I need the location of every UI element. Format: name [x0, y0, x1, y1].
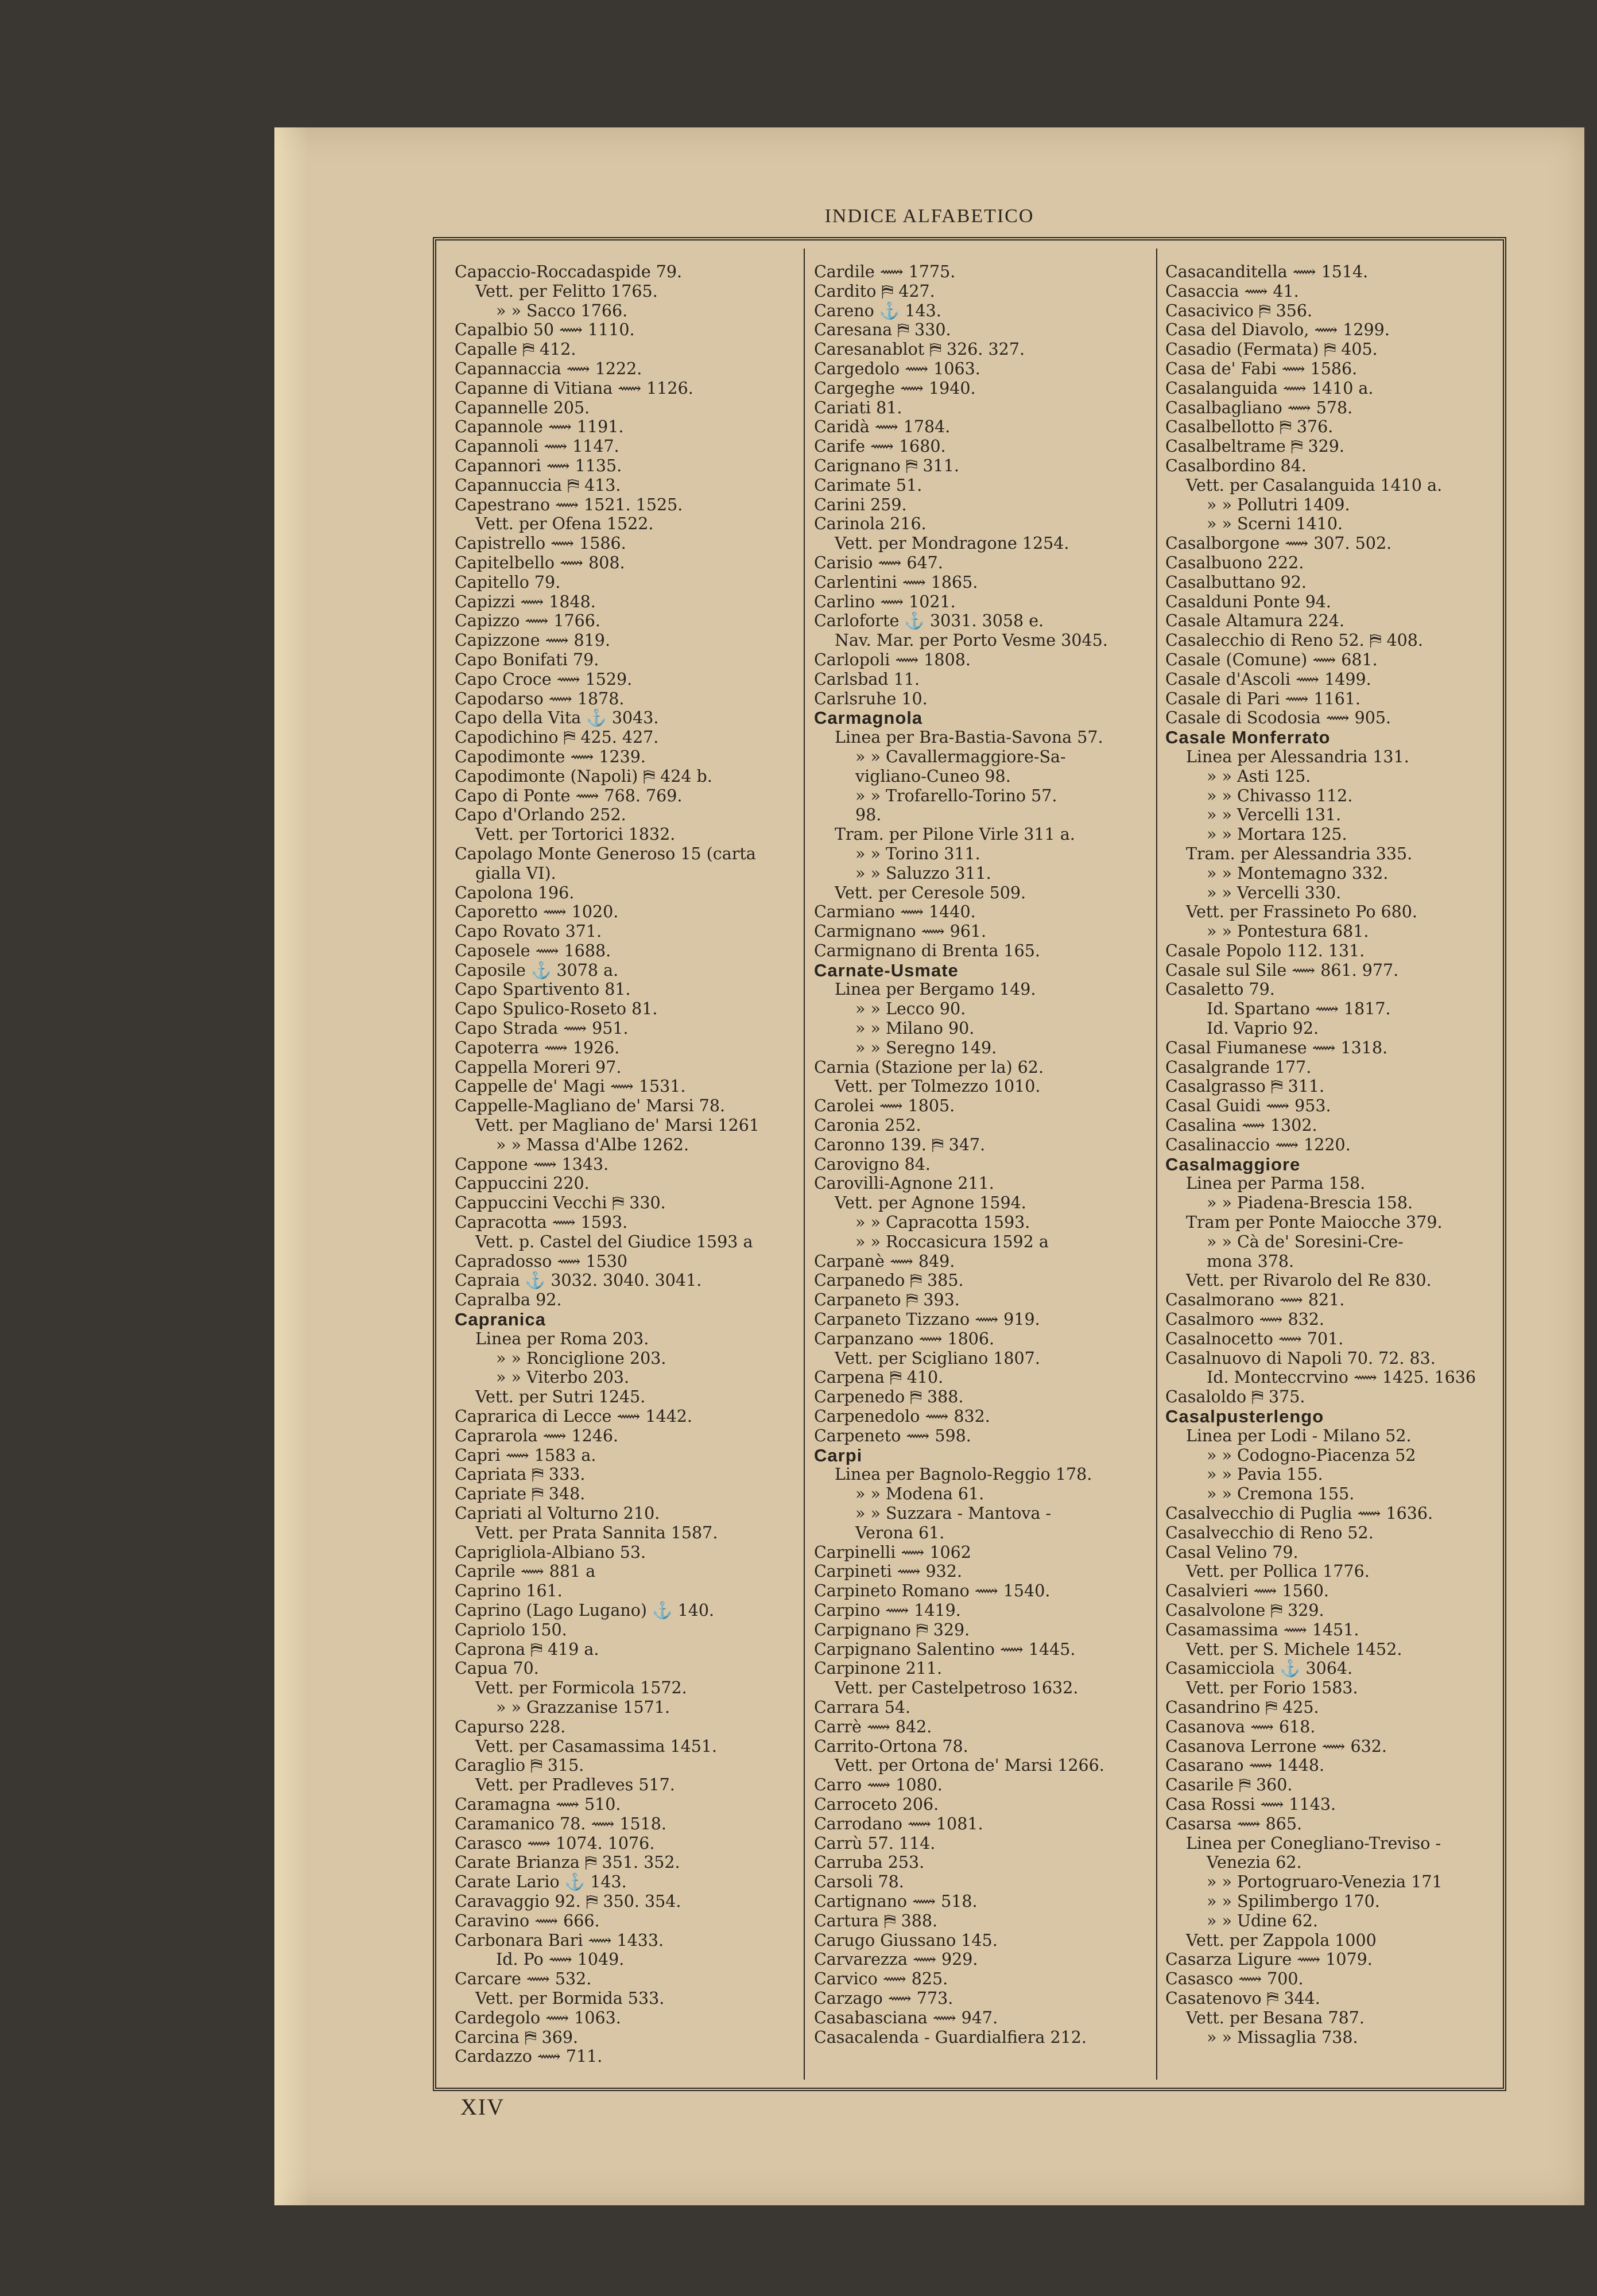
index-entry: Carate Brianza ⛿ 351. 352.	[455, 1853, 680, 1872]
index-entry: Id. Po ⟿ 1049.	[496, 1950, 625, 1969]
index-entry: Carpenedo ⛿ 388.	[814, 1387, 964, 1407]
index-entry: Vett. per Prata Sannita 1587.	[475, 1523, 718, 1542]
index-entry: Casalmoro ⟿ 832.	[1165, 1310, 1324, 1329]
index-entry: Capannuccia ⛿ 413.	[455, 475, 621, 495]
index-entry: » » Ronciglione 203.	[496, 1348, 666, 1368]
index-entry: Cargedolo ⟿ 1063.	[814, 359, 980, 378]
index-entry: Capizzi ⟿ 1848.	[455, 592, 596, 611]
index-column-2	[814, 262, 1153, 2047]
index-entry: Capo della Vita ⚓ 3043.	[455, 708, 659, 728]
index-entry: Capo Croce ⟿ 1529.	[455, 669, 633, 689]
index-entry: » » Trofarello-Torino 57.	[855, 786, 1057, 805]
index-entry: Vett. per Felitto 1765.	[475, 281, 658, 301]
index-entry: » » Sacco 1766.	[496, 301, 628, 320]
index-entry: Vett. per Pollica 1776.	[1186, 1562, 1370, 1581]
index-entry: Carpineto Romano ⟿ 1540.	[814, 1581, 1051, 1601]
index-entry: Cappone ⟿ 1343.	[455, 1154, 609, 1174]
index-entry: Carloforte ⚓ 3031. 3058 e.	[814, 611, 1044, 631]
index-entry: Capo Rovato 371.	[455, 922, 602, 941]
index-entry: Carpinelli ⟿ 1062	[814, 1542, 971, 1562]
index-entry: Carini 259.	[814, 495, 907, 514]
index-entry: Carrù 57. 114.	[814, 1833, 936, 1853]
index-entry: Vett. per Magliano de' Marsi 1261	[475, 1116, 759, 1135]
index-entry: Tram per Ponte Maiocche 379.	[1186, 1213, 1443, 1232]
index-entry: Casa Rossi ⟿ 1143.	[1165, 1794, 1336, 1814]
index-entry: » » Grazzanise 1571.	[496, 1697, 670, 1717]
index-entry: Caravaggio 92. ⛿ 350. 354.	[455, 1891, 681, 1911]
index-entry: Capodimonte (Napoli) ⛿ 424 b.	[455, 766, 712, 786]
index-entry: Casa de' Fabi ⟿ 1586.	[1165, 359, 1358, 378]
index-entry: Careno ⚓ 143.	[814, 301, 941, 320]
index-entry: » » Missaglia 738.	[1207, 2027, 1358, 2047]
index-entry: Capanne di Vitiana ⟿ 1126.	[455, 378, 693, 398]
index-entry: Linea per Alessandria 131.	[1186, 747, 1409, 766]
index-entry: Cardazzo ⟿ 711.	[455, 2047, 603, 2066]
index-entry: Casalbagliano ⟿ 578.	[1165, 398, 1353, 417]
index-entry: Capolago Monte Generoso 15 (carta	[455, 844, 756, 863]
index-entry: Casalmorano ⟿ 821.	[1165, 1290, 1345, 1310]
index-entry: Linea per Conegliano-Treviso -	[1186, 1833, 1441, 1853]
index-entry: Id. Spartano ⟿ 1817.	[1207, 999, 1391, 1019]
index-entry: mona 378.	[1207, 1251, 1294, 1271]
index-entry: Carbonara Bari ⟿ 1433.	[455, 1930, 664, 1950]
index-entry: Vett. per Besana 787.	[1186, 2008, 1365, 2027]
index-entry: Carate Lario ⚓ 143.	[455, 1872, 627, 1892]
index-entry: Capitello 79.	[455, 572, 561, 592]
index-entry: Casaccia ⟿ 41.	[1165, 281, 1299, 301]
index-entry: Carlsbad 11.	[814, 669, 920, 689]
index-entry: Carisio ⟿ 647.	[814, 553, 943, 572]
index-entry: Linea per Roma 203.	[475, 1329, 649, 1348]
index-entry: Cariati 81.	[814, 398, 902, 417]
index-entry: Capradosso ⟿ 1530	[455, 1251, 627, 1271]
index-entry: Capannelle 205.	[455, 398, 590, 417]
index-entry: Carpaneto ⛿ 393.	[814, 1290, 960, 1310]
index-entry: Vett. per Bormida 533.	[475, 1988, 665, 2008]
index-entry: Vett. per Forio 1583.	[1186, 1678, 1358, 1698]
index-entry: Vett. per Casamassima 1451.	[475, 1736, 718, 1756]
index-entry: Casalgrasso ⛿ 311.	[1165, 1077, 1325, 1096]
index-entry: Cappella Moreri 97.	[455, 1057, 622, 1077]
index-entry: » » Vercelli 330.	[1207, 883, 1342, 902]
index-entry: Casaletto 79.	[1165, 980, 1275, 999]
index-entry: Capriata ⛿ 333.	[455, 1465, 586, 1484]
index-entry: Carrodano ⟿ 1081.	[814, 1814, 983, 1833]
index-entry: Caposile ⚓ 3078 a.	[455, 960, 619, 980]
index-entry: Capriolo 150.	[455, 1620, 567, 1639]
index-entry: Vett. p. Castel del Giudice 1593 a	[475, 1232, 753, 1251]
index-entry: Vett. per Ofena 1522.	[475, 514, 654, 534]
index-entry: Venezia 62.	[1207, 1853, 1302, 1872]
index-entry: Vett. per Formicola 1572.	[475, 1678, 687, 1698]
index-entry: Capoterra ⟿ 1926.	[455, 1038, 620, 1057]
index-entry: Caprino 161.	[455, 1581, 563, 1601]
index-entry: Casalgrande 177.	[1165, 1057, 1312, 1077]
index-entry: » » Cremona 155.	[1207, 1484, 1355, 1504]
index-entry: Nav. Mar. per Porto Vesme 3045.	[835, 631, 1108, 650]
index-entry: Casalpusterlengo	[1165, 1407, 1324, 1426]
index-entry: Capo Bonifati 79.	[455, 650, 599, 669]
index-entry: Carife ⟿ 1680.	[814, 437, 946, 456]
index-entry: » » Pavia 155.	[1207, 1465, 1323, 1484]
index-entry: Cartignano ⟿ 518.	[814, 1891, 978, 1911]
index-entry: Cartura ⛿ 388.	[814, 1911, 938, 1930]
index-entry: Casanova Lerrone ⟿ 632.	[1165, 1736, 1387, 1756]
index-entry: Capo Spartivento 81.	[455, 980, 631, 999]
index-entry: » » Vercelli 131.	[1207, 805, 1342, 825]
index-entry: Carpena ⛿ 410.	[814, 1368, 944, 1387]
index-entry: Capua 70.	[455, 1659, 539, 1678]
column-rule	[804, 249, 805, 2080]
index-entry: Carrito-Ortona 78.	[814, 1736, 968, 1756]
index-entry: Casanova ⟿ 618.	[1165, 1717, 1316, 1736]
index-entry: Carpignano Salentino ⟿ 1445.	[814, 1639, 1076, 1659]
index-entry: » » Capracotta 1593.	[855, 1213, 1030, 1232]
index-entry: Carlino ⟿ 1021.	[814, 592, 956, 611]
index-entry: » » Roccasicura 1592 a	[855, 1232, 1049, 1251]
index-entry: Carpeneto ⟿ 598.	[814, 1426, 971, 1445]
index-entry: Id. Vaprio 92.	[1207, 1019, 1319, 1038]
index-entry: Capriati al Volturno 210.	[455, 1504, 660, 1523]
index-entry: Cardile ⟿ 1775.	[814, 262, 956, 281]
index-entry: » » Portogruaro-Venezia 171	[1207, 1872, 1443, 1892]
index-entry: Carovigno 84.	[814, 1154, 931, 1174]
index-entry: Casarsa ⟿ 865.	[1165, 1814, 1303, 1833]
index-entry: gialla VI).	[475, 863, 556, 883]
index-entry: Vett. per S. Michele 1452.	[1186, 1639, 1402, 1659]
index-entry: Casalmaggiore	[1165, 1154, 1301, 1174]
index-entry: Cappuccini 220.	[455, 1174, 590, 1193]
index-entry: Carpenedolo ⟿ 832.	[814, 1407, 990, 1426]
index-entry: Capizzone ⟿ 819.	[455, 631, 611, 650]
index-entry: Casale Altamura 224.	[1165, 611, 1345, 631]
index-entry: » » Milano 90.	[855, 1019, 975, 1038]
index-entry: Vett. per Mondragone 1254.	[835, 534, 1069, 553]
index-entry: » » Scerni 1410.	[1207, 514, 1343, 534]
index-entry: » » Torino 311.	[855, 844, 980, 863]
index-entry: Carlentini ⟿ 1865.	[814, 572, 978, 592]
index-entry: Capannole ⟿ 1191.	[455, 417, 624, 437]
index-entry: Casalbeltrame ⛿ 329.	[1165, 437, 1344, 456]
index-entry: Carpi	[814, 1445, 863, 1465]
index-entry: Casale sul Sile ⟿ 861. 977.	[1165, 960, 1399, 980]
index-entry: Casamicciola ⚓ 3064.	[1165, 1659, 1353, 1678]
index-entry: Casalina ⟿ 1302.	[1165, 1116, 1317, 1135]
index-entry: Casale Popolo 112. 131.	[1165, 941, 1365, 960]
index-entry: Caridà ⟿ 1784.	[814, 417, 951, 437]
index-entry: Carpino ⟿ 1419.	[814, 1600, 961, 1620]
index-entry: » » Montemagno 332.	[1207, 863, 1389, 883]
index-entry: Vett. per Zappola 1000	[1186, 1930, 1377, 1950]
index-entry: Capodichino ⛿ 425. 427.	[455, 728, 659, 747]
index-entry: Casalduni Ponte 94.	[1165, 592, 1331, 611]
index-entry: Casalnuovo di Napoli 70. 72. 83.	[1165, 1348, 1436, 1368]
index-entry: Casarza Ligure ⟿ 1079.	[1165, 1950, 1373, 1969]
index-frame	[433, 237, 1506, 2091]
index-entry: Casalbellotto ⛿ 376.	[1165, 417, 1334, 437]
index-entry: Capannaccia ⟿ 1222.	[455, 359, 642, 378]
index-entry: » » Pollutri 1409.	[1207, 495, 1350, 514]
index-entry: Vett. per Pradleves 517.	[475, 1775, 675, 1795]
index-entry: Casalvecchio di Reno 52.	[1165, 1523, 1374, 1542]
index-entry: Carovilli-Agnone 211.	[814, 1174, 994, 1193]
index-entry: Casalbuono 222.	[1165, 553, 1304, 572]
index-entry: Carinola 216.	[814, 514, 927, 534]
index-entry: Capalbio 50 ⟿ 1110.	[455, 320, 635, 340]
index-entry: Caprile ⟿ 881 a	[455, 1562, 596, 1581]
index-entry: Carolei ⟿ 1805.	[814, 1096, 955, 1116]
index-entry: Carmagnola	[814, 708, 923, 728]
index-entry: Casalnocetto ⟿ 701.	[1165, 1329, 1344, 1348]
index-entry: Casal Velino 79.	[1165, 1542, 1298, 1562]
index-entry: Capracotta ⟿ 1593.	[455, 1213, 628, 1232]
index-entry: Carasco ⟿ 1074. 1076.	[455, 1833, 655, 1853]
index-entry: Carroceto 206.	[814, 1794, 939, 1814]
index-entry: Casandrino ⛿ 425.	[1165, 1697, 1319, 1717]
index-entry: Casalanguida ⟿ 1410 a.	[1165, 378, 1374, 398]
index-entry: Caronno 139. ⛿ 347.	[814, 1135, 986, 1154]
column-rule	[1156, 249, 1157, 2080]
index-entry: » » Massa d'Albe 1262.	[496, 1135, 689, 1154]
index-entry: Capitelbello ⟿ 808.	[455, 553, 625, 572]
index-entry: Capannori ⟿ 1135.	[455, 456, 622, 475]
index-entry: Capolona 196.	[455, 883, 575, 902]
index-entry: Carimate 51.	[814, 475, 922, 495]
index-entry: Capraia ⚓ 3032. 3040. 3041.	[455, 1271, 702, 1290]
index-entry: Capestrano ⟿ 1521. 1525.	[455, 495, 683, 514]
index-entry: Vett. per Ceresole 509.	[835, 883, 1026, 902]
index-entry: Caprigliola-Albiano 53.	[455, 1542, 646, 1562]
index-entry: » » Cà de' Soresini-Cre-	[1207, 1232, 1404, 1251]
index-entry: Casadio (Fermata) ⛿ 405.	[1165, 340, 1378, 359]
index-entry: » » Udine 62.	[1207, 1911, 1318, 1930]
index-entry: Carmignano ⟿ 961.	[814, 922, 987, 941]
index-entry: Vett. per Casalanguida 1410 a.	[1186, 475, 1443, 495]
index-entry: » » Codogno-Piacenza 52	[1207, 1445, 1416, 1465]
index-entry: Tram. per Alessandria 335.	[1186, 844, 1413, 863]
index-entry: » » Modena 61.	[855, 1484, 984, 1504]
index-entry: Linea per Lodi - Milano 52.	[1186, 1426, 1412, 1445]
index-entry: » » Viterbo 203.	[496, 1368, 630, 1387]
index-entry: Casalbuttano 92.	[1165, 572, 1307, 592]
index-entry: » » Seregno 149.	[855, 1038, 997, 1057]
index-entry: Casalborgone ⟿ 307. 502.	[1165, 534, 1392, 553]
index-entry: Caporetto ⟿ 1020.	[455, 902, 619, 922]
index-entry: Capodarso ⟿ 1878.	[455, 689, 625, 708]
index-entry: Carcina ⛿ 369.	[455, 2027, 579, 2047]
index-entry: Linea per Bagnolo-Reggio 178.	[835, 1465, 1092, 1484]
index-entry: Capannoli ⟿ 1147.	[455, 437, 619, 456]
index-entry: Carzago ⟿ 773.	[814, 1988, 953, 2008]
index-entry: Carvico ⟿ 825.	[814, 1969, 948, 1989]
index-entry: Carrara 54.	[814, 1697, 911, 1717]
index-entry: Vett. per Ortona de' Marsi 1266.	[835, 1756, 1104, 1775]
index-entry: Carpineti ⟿ 932.	[814, 1562, 963, 1581]
index-entry: Id. Monteccrvino ⟿ 1425. 1636	[1207, 1368, 1476, 1387]
index-entry: Carmignano di Brenta 165.	[814, 941, 1040, 960]
index-entry: Caprino (Lago Lugano) ⚓ 140.	[455, 1600, 715, 1620]
index-entry: Vett. per Rivarolo del Re 830.	[1186, 1271, 1432, 1290]
index-entry: Casalecchio di Reno 52. ⛿ 408.	[1165, 631, 1423, 650]
index-entry: Linea per Bergamo 149.	[835, 980, 1036, 999]
index-entry: Carpignano ⛿ 329.	[814, 1620, 970, 1639]
index-entry: Casale d'Ascoli ⟿ 1499.	[1165, 669, 1371, 689]
index-entry: Caprarola ⟿ 1246.	[455, 1426, 619, 1445]
index-entry: Capriate ⛿ 348.	[455, 1484, 586, 1504]
index-entry: Caresanablot ⛿ 326. 327.	[814, 340, 1025, 359]
index-entry: Carignano ⛿ 311.	[814, 456, 959, 475]
index-entry: Casamassima ⟿ 1451.	[1165, 1620, 1359, 1639]
index-entry: » » Asti 125.	[1207, 766, 1311, 786]
index-entry: Casal Guidi ⟿ 953.	[1165, 1096, 1331, 1116]
index-entry: Vett. per Frassineto Po 680.	[1186, 902, 1417, 922]
index-entry: Vett. per Sutri 1245.	[475, 1387, 646, 1407]
index-entry: Caronia 252.	[814, 1116, 921, 1135]
index-entry: Capistrello ⟿ 1586.	[455, 534, 626, 553]
index-entry: Carlopoli ⟿ 1808.	[814, 650, 971, 669]
index-entry: Vett. per Agnone 1594.	[835, 1193, 1026, 1213]
index-entry: Capo Strada ⟿ 951.	[455, 1019, 629, 1038]
index-entry: » » Pontestura 681.	[1207, 922, 1369, 941]
index-entry: Capizzo ⟿ 1766.	[455, 611, 600, 631]
index-entry: Cardegolo ⟿ 1063.	[455, 2008, 621, 2027]
index-entry: Casarile ⛿ 360.	[1165, 1775, 1293, 1795]
index-entry: » » Chivasso 112.	[1207, 786, 1353, 805]
index-entry: Vett. per Scigliano 1807.	[835, 1348, 1040, 1368]
index-entry: Carvarezza ⟿ 929.	[814, 1950, 978, 1969]
index-entry: Capodimonte ⟿ 1239.	[455, 747, 646, 766]
index-entry: Carpanzano ⟿ 1806.	[814, 1329, 995, 1348]
index-entry: Casa del Diavolo, ⟿ 1299.	[1165, 320, 1390, 340]
index-entry: Cardito ⛿ 427.	[814, 281, 935, 301]
index-column-1	[455, 262, 793, 2066]
index-entry: Casacalenda - Guardialfiera 212.	[814, 2027, 1087, 2047]
index-entry: » » Saluzzo 311.	[855, 863, 991, 883]
index-entry: » » Suzzara - Mantova -	[855, 1504, 1052, 1523]
index-entry: Capri ⟿ 1583 a.	[455, 1445, 596, 1465]
index-entry: Casabasciana ⟿ 947.	[814, 2008, 998, 2027]
index-entry: Capralba 92.	[455, 1290, 562, 1310]
page-edge	[274, 127, 309, 2205]
running-head: INDICE ALFABETICO	[824, 205, 1034, 227]
index-entry: Casacanditella ⟿ 1514.	[1165, 262, 1369, 281]
index-entry: Carlsruhe 10.	[814, 689, 928, 708]
index-entry: Carro ⟿ 1080.	[814, 1775, 943, 1795]
index-entry: Casalbordino 84.	[1165, 456, 1307, 475]
index-entry: » » Piadena-Brescia 158.	[1207, 1193, 1413, 1213]
index-entry: Carpanedo ⛿ 385.	[814, 1271, 964, 1290]
index-entry: Casasco ⟿ 700.	[1165, 1969, 1304, 1989]
index-entry: Caprarica di Lecce ⟿ 1442.	[455, 1407, 692, 1426]
index-entry: Casatenovo ⛿ 344.	[1165, 1988, 1320, 2008]
index-entry: Caraglio ⛿ 315.	[455, 1756, 584, 1775]
index-entry: » » Spilimbergo 170.	[1207, 1891, 1380, 1911]
index-entry: Capo Spulico-Roseto 81.	[455, 999, 658, 1019]
index-entry: Carpanè ⟿ 849.	[814, 1251, 955, 1271]
index-entry: Linea per Bra-Bastia-Savona 57.	[835, 728, 1103, 747]
index-entry: Carpinone 211.	[814, 1659, 943, 1678]
index-entry: Casale Monferrato	[1165, 728, 1331, 747]
index-entry: Vett. per Tolmezzo 1010.	[835, 1077, 1041, 1096]
index-entry: Carcare ⟿ 532.	[455, 1969, 592, 1989]
page-number: XIV	[460, 2094, 505, 2120]
index-entry: Casalvecchio di Puglia ⟿ 1636.	[1165, 1504, 1433, 1523]
book-page	[274, 127, 1584, 2205]
index-entry: Caposele ⟿ 1688.	[455, 941, 611, 960]
index-entry: Carrè ⟿ 842.	[814, 1717, 932, 1736]
index-entry: Casale (Comune) ⟿ 681.	[1165, 650, 1378, 669]
index-entry: Carruba 253.	[814, 1853, 925, 1872]
index-entry: Capranica	[455, 1310, 546, 1329]
index-entry: Cappuccini Vecchi ⛿ 330.	[455, 1193, 666, 1213]
index-entry: Caramanico 78. ⟿ 1518.	[455, 1814, 666, 1833]
index-entry: Capo di Ponte ⟿ 768. 769.	[455, 786, 683, 805]
index-entry: Casalinaccio ⟿ 1220.	[1165, 1135, 1351, 1154]
index-entry: Carugo Giussano 145.	[814, 1930, 998, 1950]
index-entry: Cappelle de' Magi ⟿ 1531.	[455, 1077, 686, 1096]
index-entry: Cargeghe ⟿ 1940.	[814, 378, 976, 398]
index-entry: Casalvolone ⛿ 329.	[1165, 1600, 1324, 1620]
index-entry: Vett. per Tortorici 1832.	[475, 825, 676, 844]
index-entry: Linea per Parma 158.	[1186, 1174, 1366, 1193]
index-entry: Capaccio-Roccadaspide 79.	[455, 262, 683, 281]
index-entry: Carnia (Stazione per la) 62.	[814, 1057, 1044, 1077]
index-entry: Caravino ⟿ 666.	[455, 1911, 600, 1930]
index-entry: » » Lecco 90.	[855, 999, 966, 1019]
index-entry: 98.	[855, 805, 882, 825]
index-entry: Casale di Scodosia ⟿ 905.	[1165, 708, 1391, 728]
index-entry: Caresana ⛿ 330.	[814, 320, 951, 340]
index-entry: Carsoli 78.	[814, 1872, 904, 1892]
index-entry: Capurso 228.	[455, 1717, 566, 1736]
index-entry: Tram. per Pilone Virle 311 a.	[835, 825, 1075, 844]
index-entry: Carpaneto Tizzano ⟿ 919.	[814, 1310, 1040, 1329]
index-column-3	[1165, 262, 1504, 2047]
index-entry: » » Cavallermaggiore-Sa-	[855, 747, 1066, 766]
index-entry: » » Mortara 125.	[1207, 825, 1347, 844]
index-entry: Caramagna ⟿ 510.	[455, 1794, 621, 1814]
index-entry: Vett. per Castelpetroso 1632.	[835, 1678, 1079, 1698]
index-entry: Casal Fiumanese ⟿ 1318.	[1165, 1038, 1388, 1057]
index-entry: Capalle ⛿ 412.	[455, 340, 576, 359]
index-entry: Verona 61.	[855, 1523, 945, 1542]
index-entry: Carmiano ⟿ 1440.	[814, 902, 976, 922]
index-entry: Cappelle-Magliano de' Marsi 78.	[455, 1096, 726, 1116]
index-entry: Casacivico ⛿ 356.	[1165, 301, 1313, 320]
index-entry: Caprona ⛿ 419 a.	[455, 1639, 599, 1659]
index-entry: Casalvieri ⟿ 1560.	[1165, 1581, 1329, 1601]
index-entry: Carnate-Usmate	[814, 960, 959, 980]
index-entry: vigliano-Cuneo 98.	[855, 766, 1011, 786]
index-entry: Casaloldo ⛿ 375.	[1165, 1387, 1305, 1407]
index-entry: Casarano ⟿ 1448.	[1165, 1756, 1325, 1775]
index-entry: Capo d'Orlando 252.	[455, 805, 626, 825]
index-entry: Casale di Pari ⟿ 1161.	[1165, 689, 1361, 708]
